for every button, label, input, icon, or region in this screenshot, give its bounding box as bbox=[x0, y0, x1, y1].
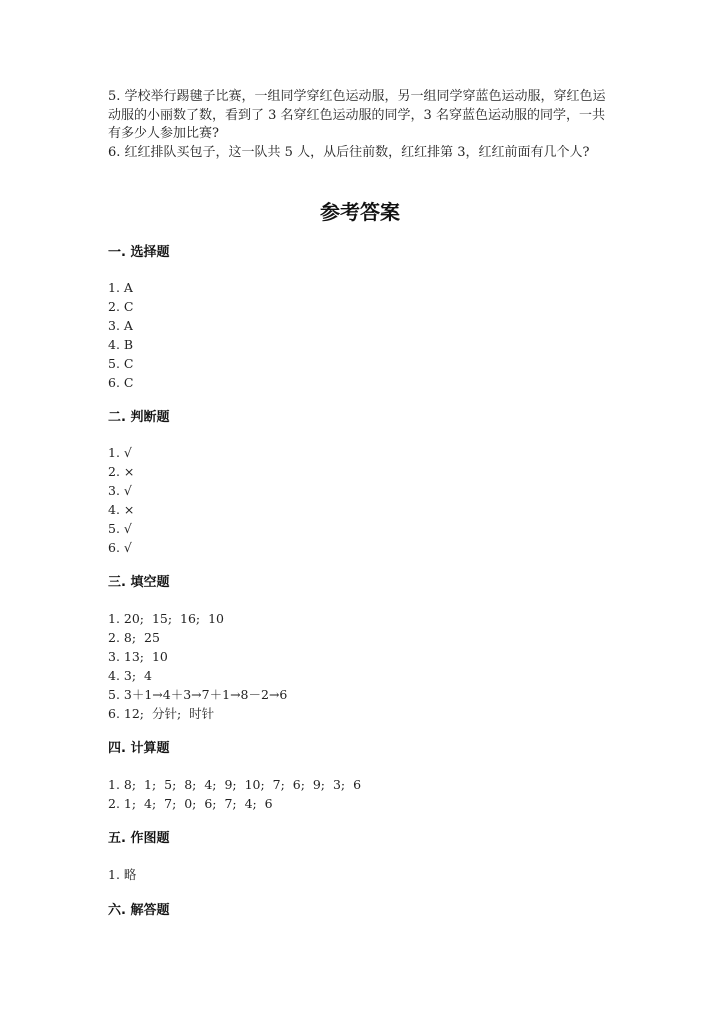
answer-list-calculation bbox=[108, 776, 361, 814]
answer-item: 4. 3; 4 bbox=[108, 667, 152, 683]
section-heading-drawing: 五. 作图题 bbox=[108, 831, 170, 846]
section-heading-fill-blank: 三. 填空题 bbox=[108, 575, 170, 590]
answer-item: 3. 13; 10 bbox=[108, 648, 168, 664]
answer-item: 4. B bbox=[108, 336, 134, 352]
answer-item: 2. 1; 4; 7; 0; 6; 7; 4; 6 bbox=[108, 795, 273, 811]
answer-item: 2. × bbox=[108, 463, 135, 479]
section-heading-multiple-choice: 一. 选择题 bbox=[108, 245, 170, 260]
answer-item: 1. √ bbox=[108, 445, 132, 460]
section-heading-word-problems: 六. 解答题 bbox=[108, 903, 170, 918]
answer-item: 3. A bbox=[108, 317, 133, 333]
answer-list-multiple-choice bbox=[108, 279, 133, 392]
answer-list-true-false bbox=[108, 444, 134, 557]
answer-key-title: 参考答案 bbox=[320, 200, 400, 224]
answer-item: 1. 8; 1; 5; 8; 4; 9; 10; 7; 6; 9; 3; 6 bbox=[108, 777, 362, 792]
answer-list-fill-blank bbox=[108, 610, 287, 723]
answer-item: 6. √ bbox=[108, 539, 132, 555]
answer-item: 6. C bbox=[108, 374, 134, 390]
answer-item: 1. 20; 15; 16; 10 bbox=[108, 611, 224, 626]
section-heading-true-false: 二. 判断题 bbox=[108, 410, 170, 425]
answer-item: 5. C bbox=[108, 355, 134, 371]
answer-item: 6. 12; 分针; 时针 bbox=[108, 705, 215, 721]
answer-item: 1. 略 bbox=[108, 867, 137, 882]
answer-item: 1. A bbox=[108, 280, 133, 295]
answer-item: 3. √ bbox=[108, 482, 132, 498]
problem-text-block bbox=[108, 88, 608, 162]
answer-item: 2. C bbox=[108, 298, 134, 314]
problem-6: 6. 红红排队买包子，这一队共 5 人，从后往前数，红红排第 3，红红前面有几个人? bbox=[108, 144, 590, 160]
answer-item: 5. √ bbox=[108, 520, 132, 536]
answer-item: 2. 8; 25 bbox=[108, 629, 160, 645]
answer-item: 4. × bbox=[108, 501, 135, 517]
section-heading-calculation: 四. 计算题 bbox=[108, 741, 170, 756]
problem-5: 5. 学校举行踢毽子比赛，一组同学穿红色运动服，另一组同学穿蓝色运动服，穿红色运动服的小丽数了数，看到了 3 名穿红色运动服的同学，3 名穿蓝色运动服的同学，一共有多少人参加比赛? bbox=[108, 89, 606, 141]
answer-item: 5. 3＋1→4＋3→7＋1→8－2→6 bbox=[108, 686, 288, 702]
answer-list-drawing bbox=[108, 866, 136, 885]
